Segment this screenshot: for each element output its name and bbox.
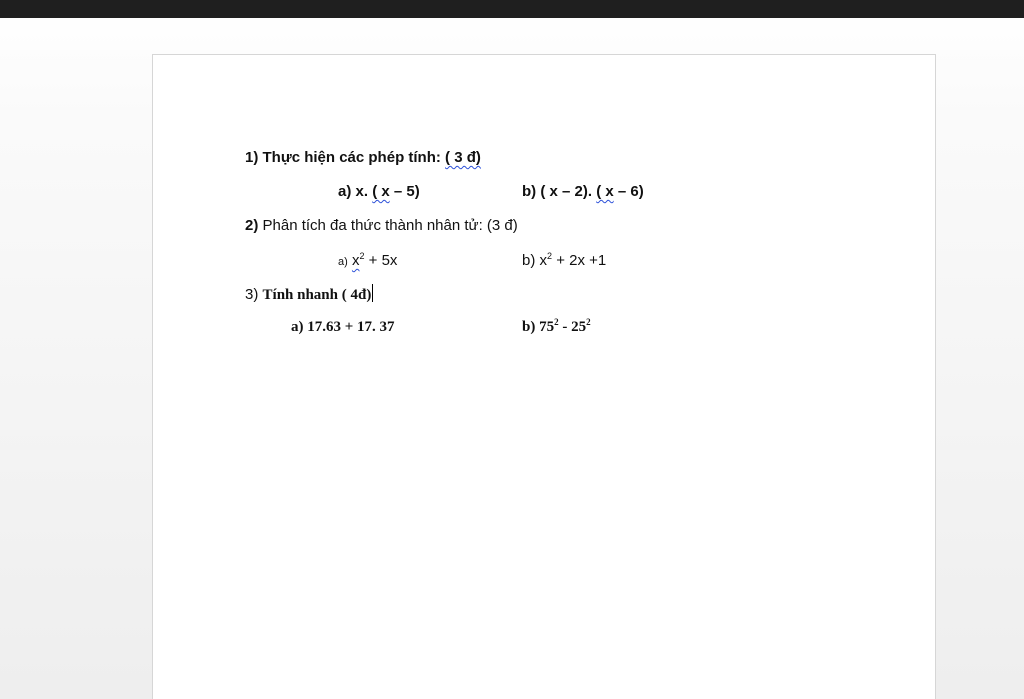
question-3-heading xyxy=(245,284,373,305)
question-2a: a) $x^2 + 5x$ xyxy=(338,251,398,269)
question-1-points: ( 3 đ) xyxy=(445,149,481,166)
question-3-number: 3) xyxy=(245,286,263,303)
top-toolbar xyxy=(0,0,1024,18)
question-1b-expression: ( x xyxy=(596,183,614,200)
question-2-heading xyxy=(245,216,518,236)
question-1-heading xyxy=(245,148,481,168)
question-1a-expression: ( x xyxy=(372,183,390,200)
question-1-title: 1) Thực hiện các phép tính: xyxy=(245,149,446,166)
question-1a: a) x. ( x – 5) xyxy=(338,183,420,200)
document-page[interactable] xyxy=(152,54,936,699)
question-2b: b) $x^2 + 2x +1$ xyxy=(522,251,607,269)
question-2-title: Phân tích đa thức thành nhân tử: (3 đ) xyxy=(258,217,518,234)
question-3b: b) $75^2 - 25^2$ xyxy=(522,317,591,335)
text-cursor xyxy=(372,284,373,302)
question-2a-label: a) xyxy=(338,256,348,268)
question-2a-base: x xyxy=(351,252,360,269)
question-3-title: Tính nhanh ( 4đ) xyxy=(262,287,372,303)
question-3a: a) 17.63 + 17. 37 xyxy=(291,319,395,335)
question-2-number: 2) xyxy=(245,217,259,234)
question-1b: b) ( x – 2). ( x – 6) xyxy=(522,183,644,200)
